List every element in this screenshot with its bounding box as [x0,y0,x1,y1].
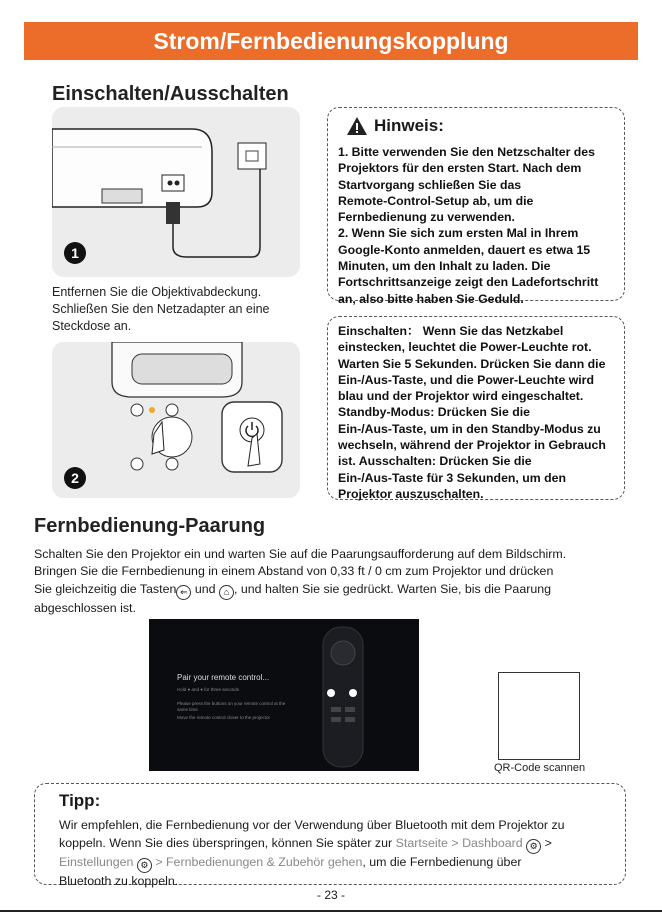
hint-line: an, also bitte haben Sie Geduld. [338,291,524,306]
back-button-icon: ⇐ [176,585,191,600]
screen-text: Please press the buttons on your remote control at the same time [177,701,286,712]
pairing-line: Sie gleichzeitig die Tasten ⇐ und ⌂ , und halten Sie sie gedrückt. Warten Sie, bis die Paarung [34,581,634,600]
settings-path: Einstellungen [59,854,134,869]
power-line: Warten Sie 5 Sekunden. Drücken Sie dann die [338,356,606,371]
footer-rule [0,910,662,912]
hint-line: Fernbedienung zu verwenden. [338,210,515,225]
power-line: Einschalten： Wenn Sie das Netzkabel [338,324,564,338]
hint-line: Minuten, um den Inhalt zu laden. Die [338,259,551,274]
hint-line: Remote-Control-Setup ab, um die [338,193,534,208]
pairing-section-title: Fernbedienung-Paarung [34,515,266,537]
settings-path: > Fernbedienungen & Zubehör gehen [155,854,363,869]
page-number: - 23 - [316,888,345,902]
power-cable-illustration [52,107,300,277]
hint-line: 1. Bitte verwenden Sie den Netzschalter des [338,145,595,159]
hint-line: Fortschrittsanzeige zeigt den Ladefortschritt [338,275,599,290]
tip-text: Wir empfehlen, die Fernbedienung vor der Verwendung über Bluetooth mit dem Projektor zu koppeln. Wenn Sie dies überspringen, können Sie später zur Startseite > Dashboard ⚙ > Einstellungen ⚙ > Fernbedienungen & Zubehör gehen, um die Fernbedienung über Bluetooth zu koppeln. [59,818,565,888]
pairing-line: Bringen Sie die Fernbedienung in einem Abstand von 0,33 ft / 0 cm zum Projektor und drücken [34,564,554,579]
home-button-icon: ⌂ [219,585,234,600]
qr-code[interactable] [498,672,580,760]
power-line: einstecken, leuchtet die Power-Leuchte rot. [338,340,592,355]
warning-icon [346,116,368,136]
caption-line: Steckdose an. [52,319,132,333]
hint-line: Startvorgang schließen Sie das [338,177,522,192]
power-section-title: Einschalten/Ausschalten [52,83,289,105]
hint-line: Projektors für den ersten Start. Nach dem [338,161,582,176]
caption-line: Schließen Sie den Netzadapter an eine [52,302,270,316]
pairing-line: abgeschlossen ist. [34,600,136,615]
power-line: blau und der Projektor wird eingeschaltet. [338,389,584,404]
power-line: Ein-/Aus-Taste, um in den Standby-Modus zu [338,421,601,436]
power-button-illustration [52,342,300,498]
tip-title: Tipp: [59,791,101,810]
power-line: Ein-/Aus-Taste für 3 Sekunden, um den [338,470,566,485]
pairing-instructions [34,546,634,617]
settings-path: Startseite > Dashboard [395,835,523,850]
pairing-line: Schalten Sie den Projektor ein und warten Sie auf die Paarungsaufforderung auf dem Bildschirm. [34,547,567,561]
power-info-box [327,316,625,500]
remote-control-image [319,625,369,769]
step-2-badge: 2 [64,467,86,489]
hint-line: Google-Konto anmelden, dauert es etwa 15 [338,242,591,257]
remote-and-button-drawing [52,342,300,498]
gear-icon: ⚙ [526,839,541,854]
power-line: Standby-Modus: Drücken Sie die [338,405,530,420]
screen-text: Hold ● and ● for three seconds [177,687,239,692]
hint-line: 2. Wenn Sie sich zum ersten Mal in Ihrem [338,226,579,241]
screen-title: Pair your remote control... [177,673,270,682]
power-line: wechseln, während der Projektor in Gebrauch [338,438,606,453]
power-line: Projektor auszuschalten. [338,486,484,501]
hint-title: Hinweis: [374,116,444,135]
power-line: Ein-/Aus-Taste, und die Power-Leuchte wird [338,372,594,387]
projector-rear-drawing [52,107,300,277]
hint-box [327,107,625,306]
page-header-banner: Strom/Fernbedienungskopplung [24,22,638,60]
power-line: ist. Ausschalten: Drücken Sie die [338,454,532,469]
gear-icon: ⚙ [137,858,152,873]
caption-line: Entfernen Sie die Objektivabdeckung. [52,285,262,299]
power-caption [52,284,270,335]
tip-box [34,783,626,888]
step-1-badge: 1 [64,242,86,264]
qr-caption: QR-Code scannen [494,762,586,774]
hint-heading [346,116,444,136]
power-info-text [338,323,622,502]
pairing-screen-image [149,619,419,771]
hint-text [338,144,622,307]
screen-text: Move the remote control closer to the projector [177,715,271,720]
